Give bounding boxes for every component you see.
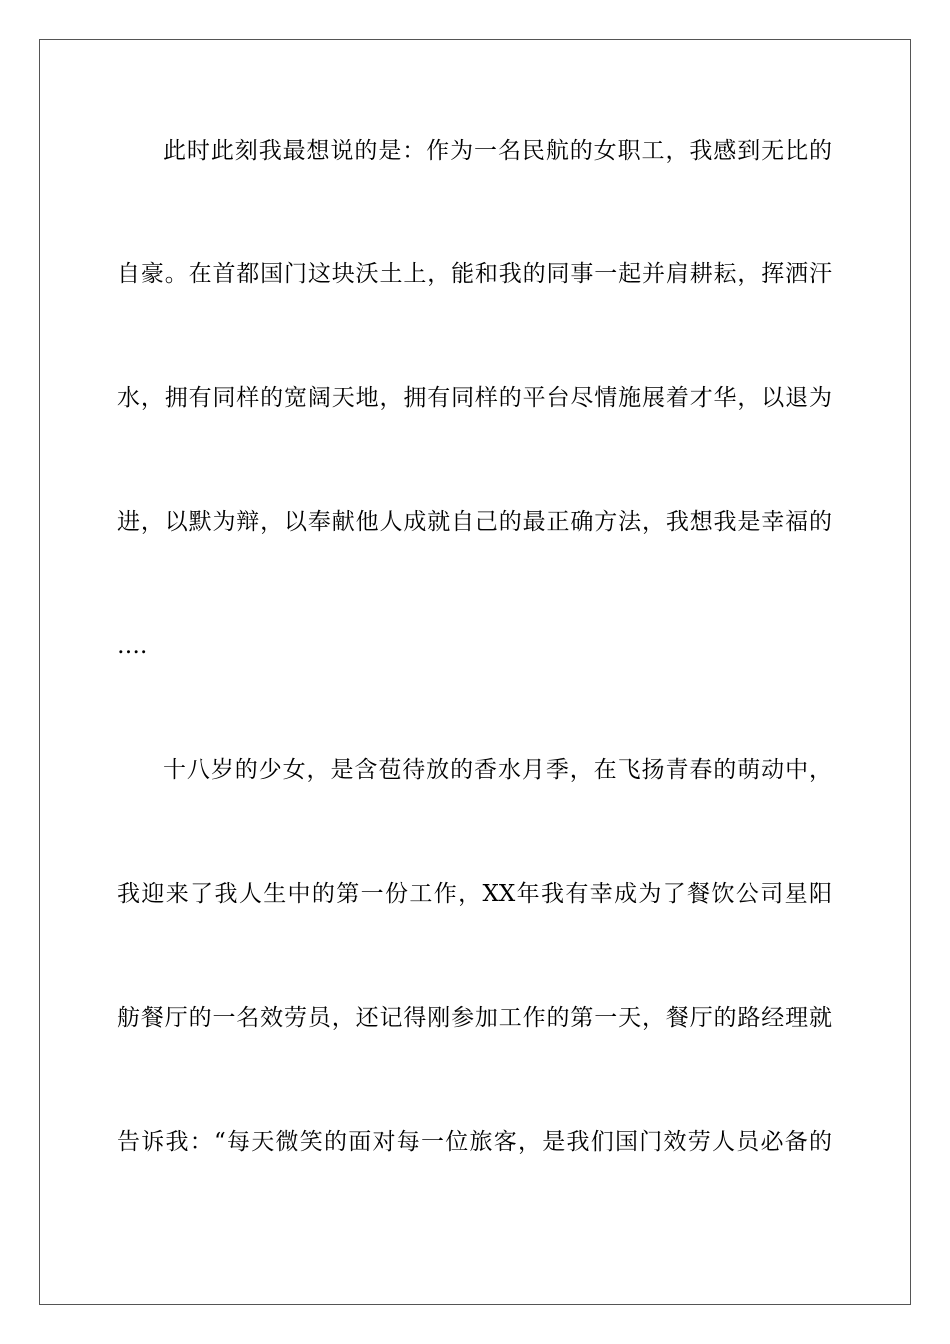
page-frame — [39, 39, 911, 1305]
paragraph-1-line-3: 水，拥有同样的宽阔天地，拥有同样的平台尽情施展着才华，以退为 — [117, 385, 832, 411]
paragraph-1-line-5: …. — [117, 633, 148, 659]
paragraph-2-line-3: 舫餐厅的一名效劳员，还记得刚参加工作的第一天，餐厅的路经理就 — [117, 1005, 832, 1031]
paragraph-1-line-4: 进，以默为辩，以奉献他人成就自己的最正确方法，我想我是幸福的 — [117, 509, 832, 535]
paragraph-2-line-4: 告诉我：“每天微笑的面对每一位旅客，是我们国门效劳人员必备的 — [117, 1129, 832, 1155]
paragraph-1-line-2: 自豪。在首都国门这块沃土上，能和我的同事一起并肩耕耘，挥洒汗 — [117, 261, 832, 287]
paragraph-2-line-1: 十八岁的少女，是含苞待放的香水月季，在飞扬青春的萌动中， — [163, 757, 832, 783]
paragraph-2-line-2: 我迎来了我人生中的第一份工作，XX年我有幸成为了餐饮公司星阳 — [117, 881, 832, 907]
paragraph-1-line-1: 此时此刻我最想说的是：作为一名民航的女职工，我感到无比的 — [163, 138, 832, 164]
